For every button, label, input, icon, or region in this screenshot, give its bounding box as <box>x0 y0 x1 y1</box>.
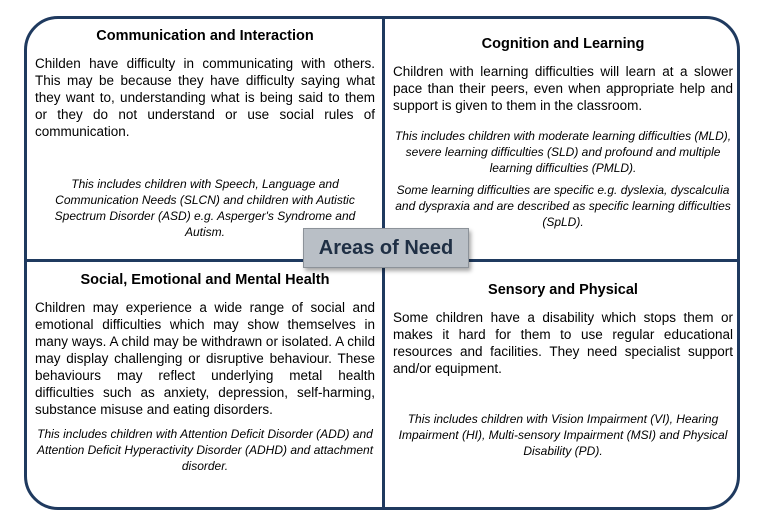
quadrant-note: This includes children with Vision Impairment (VI), Hearing Impairment (HI), Multi-sensory Impairment (MSI) and Physical Disability (PD). <box>398 412 728 458</box>
quadrant-note: This includes children with Speech, Language and Communication Needs (SLCN) and children with Autistic Spectrum Disorder (ASD) e.g. Asperger's Syndrome and Autism. <box>54 177 356 239</box>
quadrant-sensory-physical <box>393 281 733 503</box>
quadrant-body: Children with learning difficulties will learn at a slower pace than their peers, even when appropriate help and support is given to them in the classroom. <box>393 64 733 113</box>
quadrant-social-emotional <box>35 271 375 501</box>
quadrant-title: Cognition and Learning <box>481 36 645 52</box>
center-label: Areas of Need <box>303 228 469 268</box>
quadrant-body: Children may experience a wide range of social and emotional difficulties which may show themselves in many ways. A child may be withdrawn or isolated. A child may display challenging or disruptive behaviour. These behaviours may reflect underlying metal health difficulties such as anxiety, depression, self-harming, substance misuse and eating disorders. <box>35 300 375 417</box>
quadrant-cognition <box>393 35 733 257</box>
quadrant-note: Some learning difficulties are specific e.g. dyslexia, dyscalculia and dyspraxia and are described as specific learning difficulties (SpLD). <box>395 183 731 229</box>
quadrant-note: This includes children with Attention Deficit Disorder (ADD) and Attention Deficit Hyperactivity Disorder (ADHD) and attachment disorder. <box>36 427 374 473</box>
quadrant-communication <box>35 27 375 255</box>
quadrant-title: Sensory and Physical <box>488 282 638 298</box>
quadrant-note: This includes children with moderate learning difficulties (MLD), severe learning difficulties (SLD) and profound and multiple learning difficulties (PMLD). <box>394 129 732 175</box>
quadrant-title: Communication and Interaction <box>96 28 314 44</box>
quadrant-body: Some children have a disability which stops them or makes it hard for them to use regular educational resources and facilities. They need specialist support and/or equipment. <box>393 310 733 376</box>
quadrant-body: Childen have difficulty in communicating with others. This may be because they have difficulty saying what they want to, understanding what is being said to them or they do not understand or use social rules of communication. <box>35 56 375 139</box>
quadrant-title: Social, Emotional and Mental Health <box>80 272 330 288</box>
